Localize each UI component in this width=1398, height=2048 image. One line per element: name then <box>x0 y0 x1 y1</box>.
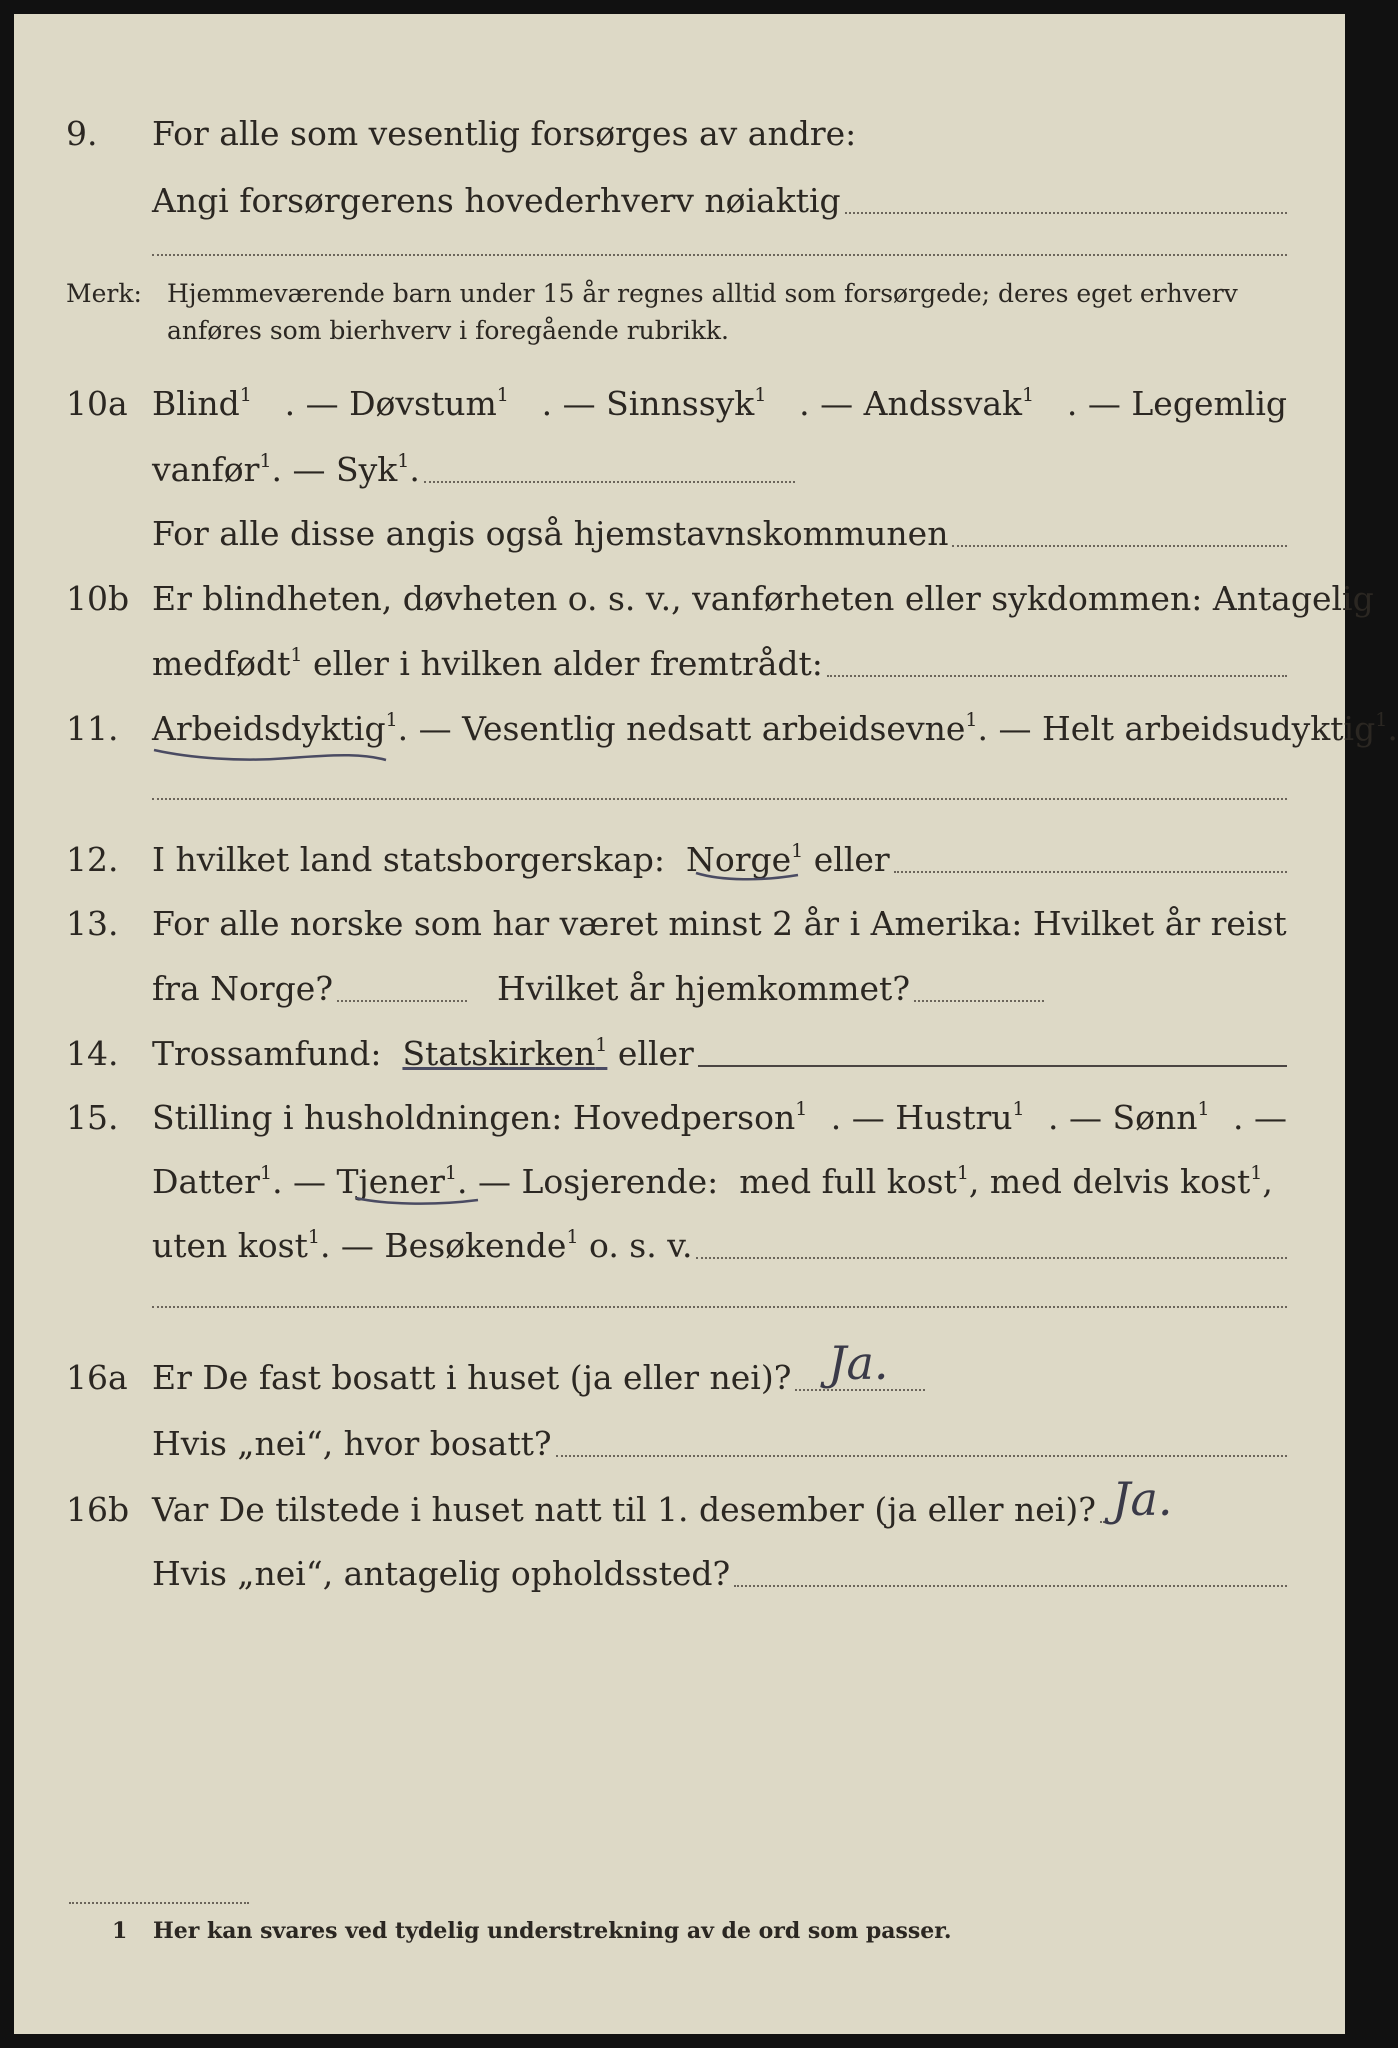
q10a-line3 <box>152 514 1287 553</box>
q12-number: 12. <box>66 840 119 879</box>
q9-answer-line2[interactable] <box>152 254 1287 256</box>
q12-eller: eller <box>803 840 890 879</box>
note-label: Merk: <box>66 279 142 308</box>
q16b-location-label: Hvis „nei“, antagelig opholdssted? <box>152 1554 731 1593</box>
q15-line3 <box>152 1226 1287 1265</box>
q13-emigrated-field[interactable] <box>337 1000 467 1002</box>
q9-answer-field[interactable] <box>845 212 1287 214</box>
option-dovstum[interactable]: . — Døvstum$^1$ <box>284 384 509 423</box>
option-uten-kost[interactable]: uten kost$^1$ <box>152 1226 320 1265</box>
option-arbeidsdyktig[interactable]: Arbeidsdyktig$^1$ <box>152 709 398 748</box>
q13-returned-label: Hvilket år hjemkommet? <box>497 969 911 1008</box>
q13-returned-field[interactable] <box>914 1000 1044 1002</box>
q16a-line2 <box>152 1424 1287 1463</box>
option-blind[interactable]: Blind$^1$ <box>152 384 252 423</box>
option-vanfor[interactable]: vanfør$^1$. — Syk$^1$. <box>152 450 420 489</box>
q9-line2 <box>152 181 1287 220</box>
q16a-where-label: Hvis „nei“, hvor bosatt? <box>152 1424 552 1463</box>
q13-question: For alle norske som har været minst 2 år i Amerika: Hvilket år reist <box>152 904 1287 943</box>
option-norge[interactable]: Norge$^1$ <box>686 840 804 879</box>
handwritten-underline-arbeidsdyktig <box>150 742 390 764</box>
q15-line2 <box>152 1162 1287 1201</box>
q15-line1 <box>152 1098 1287 1137</box>
q9-line1 <box>152 114 1287 153</box>
q12-other-country-field[interactable] <box>894 871 1287 873</box>
q16b-location-field[interactable] <box>734 1585 1287 1587</box>
q15-other-field[interactable] <box>696 1257 1287 1259</box>
option-hovedperson[interactable]: Stilling i husholdningen: Hovedperson$^1$ <box>152 1098 808 1137</box>
q9-number: 9. <box>66 114 98 153</box>
q9-question: For alle som vesentlig forsørges av andre: <box>152 114 857 153</box>
q14-eller: eller <box>607 1034 694 1073</box>
q16b-line1 <box>152 1490 1105 1529</box>
handwritten-underline-norge <box>692 867 802 887</box>
q10b-line2 <box>152 644 1287 683</box>
q12-question: I hvilket land statsborgerskap: <box>152 840 686 879</box>
q10a-hometown-field[interactable] <box>952 545 1287 547</box>
footnote-text: Her kan svares ved tydelig understrekning av de ord som passer. <box>152 1918 952 1944</box>
q15-number: 15. <box>66 1098 119 1137</box>
option-hustru[interactable]: . — Hustru$^1$ <box>830 1098 1025 1137</box>
note-text-line2: anføres som bierhverv i foregående rubrikk. <box>167 316 729 345</box>
option-arbeidsudyktig[interactable]: . — Helt arbeidsudyktig$^1$. <box>977 709 1398 748</box>
q13-number: 13. <box>66 904 119 943</box>
q14-number: 14. <box>66 1034 119 1073</box>
q10b-age-field[interactable] <box>827 675 1287 677</box>
option-statskirken[interactable]: Statskirken$^1$ <box>402 1034 608 1073</box>
q14-other-field[interactable] <box>698 1065 1287 1067</box>
q16a-question: Er De fast bosatt i huset (ja eller nei)? <box>152 1358 792 1397</box>
q10a-syk-field[interactable] <box>424 481 795 483</box>
handwritten-underline-tjener <box>352 1192 482 1212</box>
q15-answer-line[interactable] <box>152 1306 1287 1308</box>
note-line1 <box>167 279 1297 308</box>
q16a-line1 <box>152 1358 925 1397</box>
option-medfodt[interactable]: medfødt$^1$ eller i hvilken alder fremtrådt: <box>152 644 823 683</box>
option-datter[interactable]: Datter$^1$ <box>152 1162 273 1201</box>
q16a-where-field[interactable] <box>556 1455 1287 1457</box>
option-nedsatt-arbeidsevne[interactable]: . — Vesentlig nedsatt arbeidsevne$^1$ <box>397 709 978 748</box>
footnote <box>112 1918 952 1944</box>
option-legemlig[interactable]: . — Legemlig <box>1066 384 1287 423</box>
census-form-page: 9. For alle som vesentlig forsørges av andre: Angi forsørgerens hovederhverv nøiaktig Merk: Hjemmeværende barn under 15 år regnes alltid som forsørgede; deres eget erhverv anføres som bierhverv i foregående rubrikk. 10a Blind$^1$ . — Døvstum$^1$ . — Sinnssyk$^1$ . — Andssvak$^1$ . — Legemlig vanfør$^1$. — Syk$^1$. For alle disse angis også hjemstavnskommunen 10b Er blindheten, døvheten o. s. v., vanførheten eller sykdommen: Antagelig medfødt$^1$ eller i hvilken alder fremtrådt: 11. Arbeidsdyktig$^1$ . — Vesentlig nedsatt arbeidsevne$^1$ . — Helt arbeidsudyktig$^1$. 12. I hvilket land statsborgerskap: Norge$^1$ eller 13. For alle norske som har været minst 2 år i Amerika: Hvilket år reist fra Norge? Hvilket år hjemkommet? 14. Trossamfund: Statskirken$^1$ eller 15. Stilling i husholdningen: Hovedperson$^1$ . — Hustru$^1$ . — Sønn$^1$ . — Datter$^1$ . — Tjener$^1$ . — Losjerende: med full kost$^1$, med delvis kost$^1$, uten kost$^1$ . — Besøkende$^1$ o. s. v. 16a Er De fast bosatt i huset (ja eller nei)? Hvis „nei“, hvor bosatt? Ja. 16b Var De tilstede i huset natt til 1. desember (ja eller nei)? Hvis „nei“, antagelig opholdssted? Ja. 1 Her kan svares ved tydelig understrekning av de ord som passer. <box>14 14 1345 2034</box>
q10b-number: 10b <box>66 579 130 618</box>
q16b-number: 16b <box>66 1490 130 1529</box>
q14-question: Trossamfund: <box>152 1034 403 1073</box>
q15-sep: . — <box>272 1162 337 1201</box>
q10b-line1 <box>152 579 1374 618</box>
q16a-number: 16a <box>66 1358 128 1397</box>
option-andssvak[interactable]: . — Andssvak$^1$ <box>799 384 1035 423</box>
option-losjerende[interactable]: . — Losjerende: med full kost$^1$, med delvis kost$^1$, <box>456 1162 1273 1201</box>
q13-emigrated-label: fra Norge? <box>152 969 334 1008</box>
q9-provider-occupation-label: Angi forsørgerens hovederhverv nøiaktig <box>152 181 841 220</box>
q16b-answer-field[interactable] <box>1100 1521 1105 1523</box>
q16b-question: Var De tilstede i huset natt til 1. desember (ja eller nei)? <box>152 1490 1096 1529</box>
q10a-line2 <box>152 450 795 489</box>
q16b-line2 <box>152 1554 1287 1593</box>
option-besokende[interactable]: . — Besøkende$^1$ o. s. v. <box>319 1226 693 1265</box>
q11-number: 11. <box>66 709 119 748</box>
q13-line1 <box>152 904 1287 943</box>
footnote-mark: 1 <box>112 1918 128 1944</box>
option-sonn[interactable]: . — Sønn$^1$ <box>1048 1098 1210 1137</box>
q10a-number: 10a <box>66 384 128 423</box>
option-sinnssyk[interactable]: . — Sinnssyk$^1$ <box>541 384 767 423</box>
q10a-line1 <box>152 384 1287 423</box>
q14-line <box>152 1034 1287 1073</box>
q13-line2 <box>152 969 1287 1008</box>
q11-answer-line[interactable] <box>152 798 1287 800</box>
option-tjener[interactable]: Tjener$^1$ <box>336 1162 457 1201</box>
note-text-line1: Hjemmeværende barn under 15 år regnes alltid som forsørgede; deres eget erhverv <box>167 279 1238 308</box>
footnote-rule <box>69 1902 249 1904</box>
q15-dash: . — <box>1232 1098 1287 1137</box>
q10b-question: Er blindheten, døvheten o. s. v., vanførheten eller sykdommen: Antagelig <box>152 579 1374 618</box>
q10a-hometown-label: For alle disse angis også hjemstavnskommunen <box>152 514 949 553</box>
